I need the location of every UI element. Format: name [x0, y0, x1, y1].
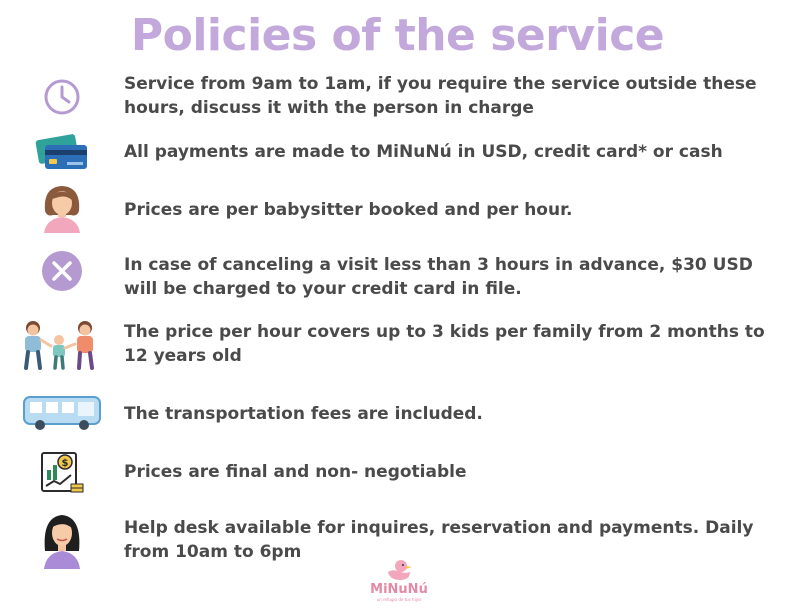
policy-text: All payments are made to MiNuNú in USD, credit card* or cash: [124, 142, 723, 162]
policy-text: Service from 9am to 1am, if you require the service outside these hours, discuss it with the person in charge: [124, 74, 757, 118]
logo-tagline: un refugio de tus hijos: [376, 597, 422, 602]
brand-logo: [354, 558, 444, 608]
policy-text: In case of canceling a visit less than 3 hours in advance, $30 USD will be charged to your credit card in file.: [124, 255, 753, 299]
policy-text: Prices are per babysitter booked and per hour.: [124, 200, 573, 220]
price-chart-icon: [22, 446, 102, 500]
policy-row-cancellation: [0, 244, 795, 298]
policy-row-hours: [0, 70, 795, 124]
policy-row-kids: [0, 316, 795, 376]
family-kids-icon: [18, 316, 104, 376]
policy-row-final-prices: [0, 446, 795, 500]
policy-text: The transportation fees are included.: [124, 404, 483, 424]
policy-row-pricing: [0, 180, 795, 234]
clock-icon: [22, 70, 102, 124]
babysitter-icon: [22, 180, 102, 234]
policy-text: Prices are final and non- negotiable: [124, 462, 467, 482]
policy-text: Help desk available for inquires, reservation and payments. Daily from 10am to 6pm: [124, 518, 754, 562]
policy-row-payments: [0, 126, 795, 180]
bus-icon: [20, 386, 104, 440]
logo-name: MiNuNú: [370, 582, 428, 597]
help-desk-agent-icon: [22, 510, 102, 570]
policy-text: The price per hour covers up to 3 kids per family from 2 months to 12 years old: [124, 322, 765, 366]
credit-cards-icon: [22, 126, 102, 180]
cancel-icon: [22, 244, 102, 298]
page-title: Policies of the service: [130, 10, 665, 61]
policy-row-transport: [0, 386, 795, 440]
svg-text:$: $: [61, 458, 69, 469]
